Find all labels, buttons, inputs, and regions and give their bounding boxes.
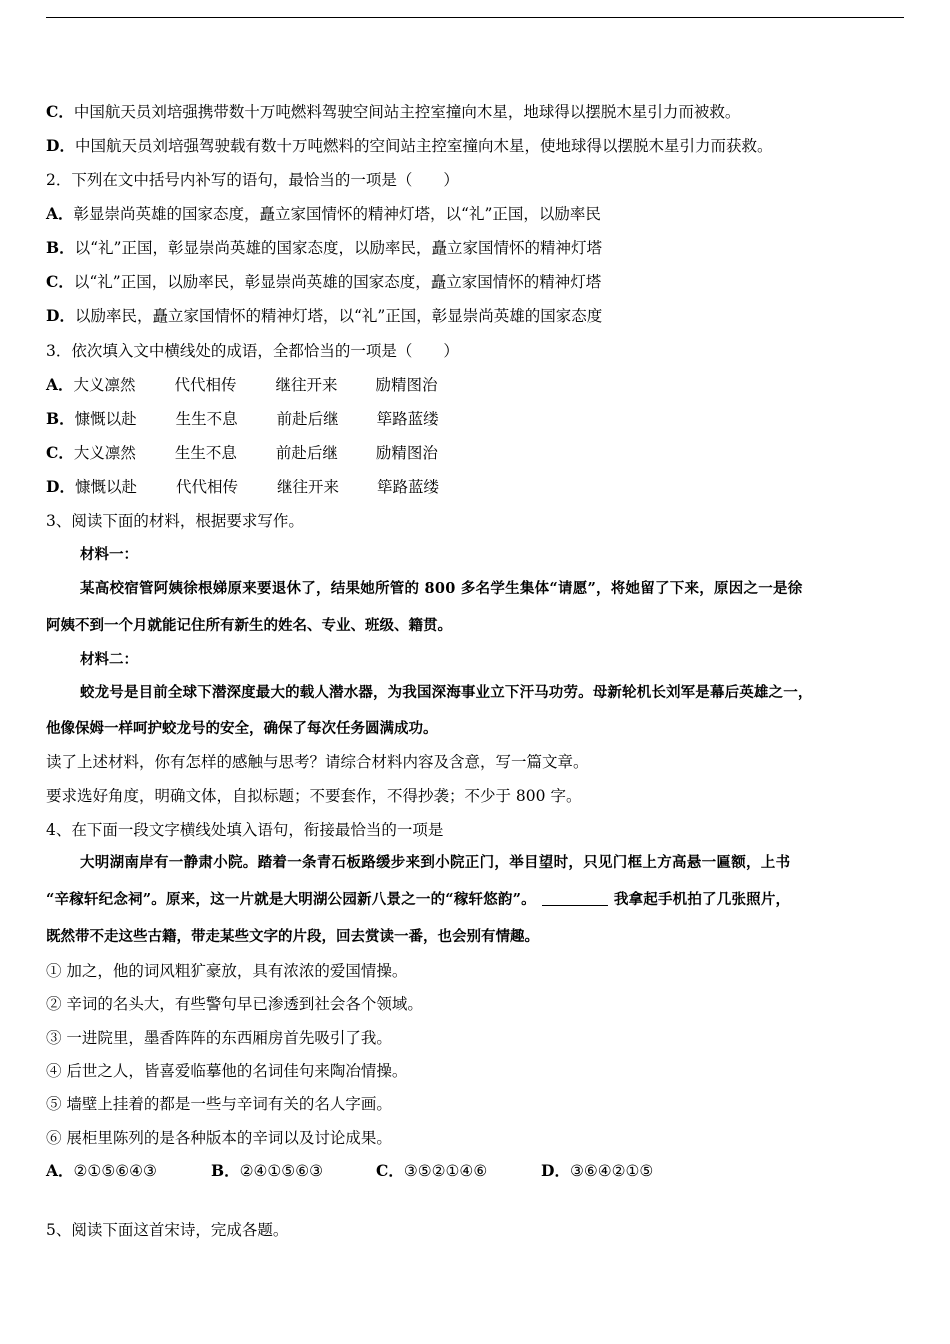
writing-requirement: 要求选好角度，明确文体，自拟标题；不要套作，不得抄袭；不少于 800 字。 — [46, 787, 582, 805]
writing-title: 3、阅读下面的材料，根据要求写作。 — [46, 512, 304, 530]
header-rule — [46, 17, 904, 18]
q3-option-b: B．慷慨以赴 生生不息 前赴后继 筚路蓝缕 — [46, 409, 439, 428]
q3-option-c: C．大义凛然 生生不息 前赴后继 励精图治 — [46, 443, 438, 462]
q4-item-2: ② 辛词的名头大，有些警句早已渗透到社会各个领域。 — [46, 995, 423, 1013]
q4-passage-line-3: 既然带不走这些古籍，带走某些文字的片段，回去赏读一番，也会别有情趣。 — [46, 928, 539, 945]
q1-option-c: C．中国航天员刘培强携带数十万吨燃料驾驶空间站主控室撞向木星，地球得以摆脱木星引力而被救。 — [46, 102, 741, 121]
q4-choice-c: C．③⑤②①④⑥ — [376, 1161, 488, 1180]
q2-option-a: A．彰显崇尚英雄的国家态度，矗立家国情怀的精神灯塔，以“礼”正国，以励率民 — [46, 204, 601, 223]
material-one-line-1: 某高校宿管阿姨徐根娣原来要退休了，结果她所管的 800 多名学生集体“请愿”，将她留了下来，原因之一是徐 — [80, 580, 803, 597]
q1-option-d: D．中国航天员刘培强驾驶载有数十万吨燃料的空间站主控室撞向木星，使地球得以摆脱木星引力而获救。 — [46, 136, 773, 155]
q2-stem: 2．下列在文中括号内补写的语句，最恰当的一项是（ ） — [46, 171, 459, 189]
q5-stem: 5、阅读下面这首宋诗，完成各题。 — [46, 1221, 289, 1239]
q4-stem: 4、在下面一段文字横线处填入语句，衔接最恰当的一项是 — [46, 821, 444, 839]
material-one-line-2: 阿姨不到一个月就能记住所有新生的姓名、专业、班级、籍贯。 — [46, 617, 452, 634]
q4-passage-line-2: “辛稼轩纪念祠”。原来，这一片就是大明湖公园新八景之一的“稼轩悠韵”。 我拿起手机拍了几张照片， — [46, 891, 791, 908]
q4-choice-a: A．②①⑤⑥④③ — [46, 1161, 157, 1180]
q2-option-b: B．以“礼”正国，彰显崇尚英雄的国家态度，以励率民，矗立家国情怀的精神灯塔 — [46, 238, 602, 257]
q4-choice-b: B．②④①⑤⑥③ — [211, 1161, 323, 1180]
q4-fill-blank — [542, 891, 608, 906]
q4-item-4: ④ 后世之人，皆喜爱临摹他的名词佳句来陶冶情操。 — [46, 1062, 408, 1080]
q3-option-d: D．慷慨以赴 代代相传 继往开来 筚路蓝缕 — [46, 477, 439, 496]
q4-passage-line-1: 大明湖南岸有一静肃小院。踏着一条青石板路缓步来到小院正门，举目望时，只见门框上方高悬一匾额，上书 — [80, 854, 791, 871]
q2-option-d: D．以励率民，矗立家国情怀的精神灯塔，以“礼”正国，彰显崇尚英雄的国家态度 — [46, 306, 603, 325]
q4-item-5: ⑤ 墙壁上挂着的都是一些与辛词有关的名人字画。 — [46, 1095, 392, 1113]
q4-item-6: ⑥ 展柜里陈列的是各种版本的辛词以及讨论成果。 — [46, 1129, 392, 1147]
q4-choices — [46, 1161, 653, 1181]
material-two-line-1: 蛟龙号是目前全球下潜深度最大的载人潜水器，为我国深海事业立下汗马功劳。母新轮机长刘军是幕后英雄之一， — [80, 684, 813, 701]
q4-item-1: ① 加之，他的词风粗犷豪放，具有浓浓的爱国情操。 — [46, 962, 408, 980]
writing-prompt: 读了上述材料，你有怎样的感触与思考？请综合材料内容及含意，写一篇文章。 — [46, 753, 589, 771]
q2-option-c: C．以“礼”正国，以励率民，彰显崇尚英雄的国家态度，矗立家国情怀的精神灯塔 — [46, 272, 602, 291]
material-two-line-2: 他像保姆一样呵护蛟龙号的安全，确保了每次任务圆满成功。 — [46, 720, 438, 737]
material-one-label: 材料一： — [80, 546, 138, 563]
q4-item-3: ③ 一进院里，墨香阵阵的东西厢房首先吸引了我。 — [46, 1029, 392, 1047]
q4-choice-d: D．③⑥④②①⑤ — [541, 1161, 654, 1180]
q3-option-a: A．大义凛然 代代相传 继往开来 励精图治 — [46, 375, 438, 394]
q3-stem: 3．依次填入文中横线处的成语，全都恰当的一项是（ ） — [46, 342, 459, 360]
material-two-label: 材料二： — [80, 651, 138, 668]
